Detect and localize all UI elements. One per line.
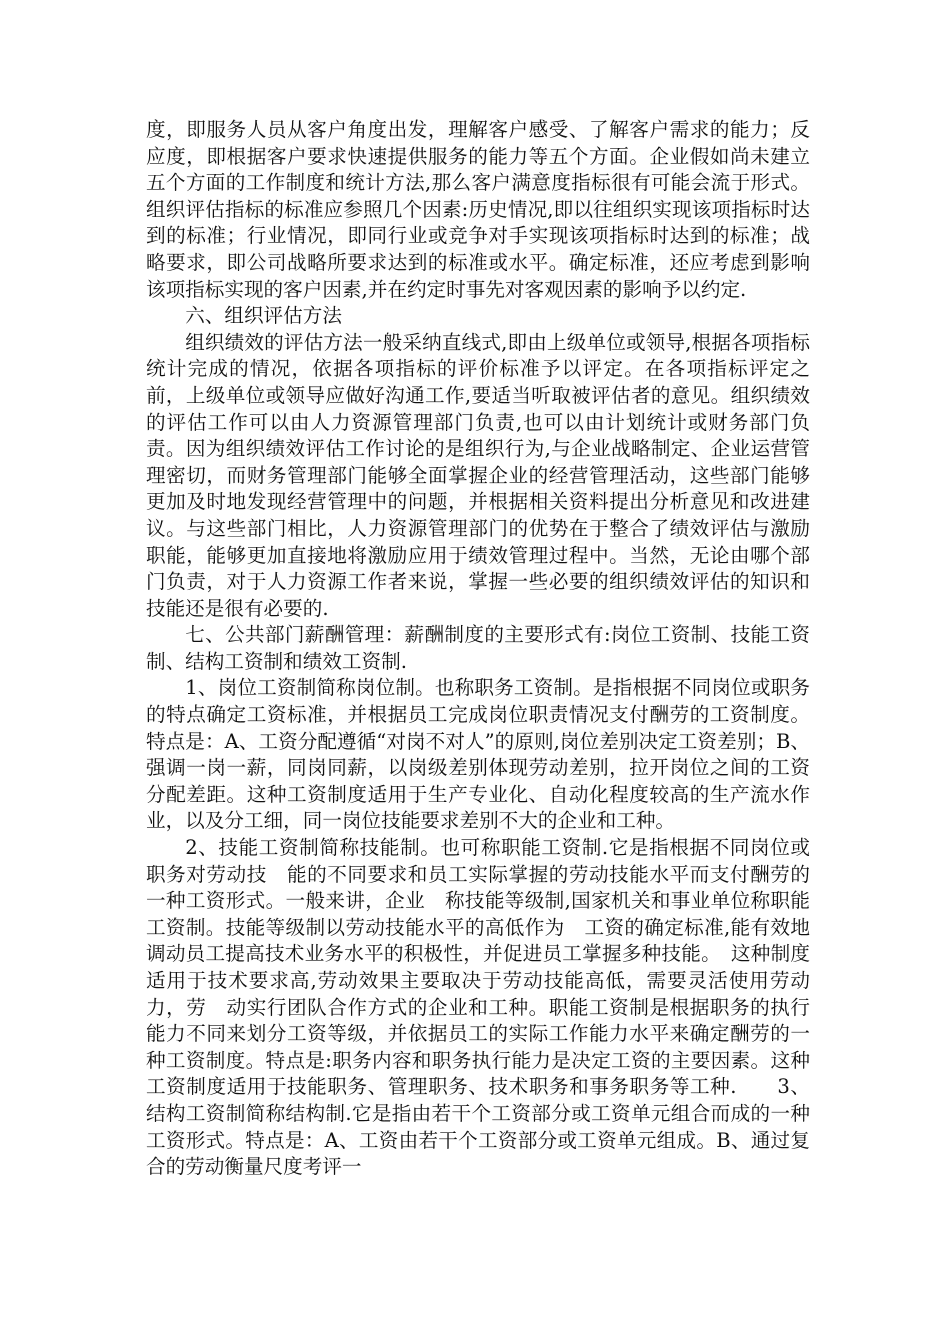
- paragraph-position-salary: 1、岗位工资制简称岗位制。也称职务工资制。是指根据不同岗位或职务的特点确定工资标准，并根据员工完成岗位职责情况支付酬劳的工资制度。特点是：A、工资分配遵循“对岗不对人”的原则,岗位差别决定工资差别；B、强调一岗一薪，同岗同薪，以岗级差别体现劳动差别，拉开岗位之间的工资分配差距。这种工资制度适用于生产专业化、自动化程度较高的生产流水作业，以及分工细，同一岗位技能要求差别不大的企业和工种。: [146, 676, 810, 833]
- paragraph-customer-satisfaction: 度，即服务人员从客户角度出发，理解客户感受、了解客户需求的能力；反应度，即根据客户要求快速提供服务的能力等五个方面。企业假如尚未建立五个方面的工作制度和统计方法,那么客户满意度指标很有可能会流于形式。组织评估指标的标准应参照几个因素:历史情况,即以往组织实现该项指标时达到的标准；行业情况，即同行业或竞争对手实现该项指标时达到的标准；战略要求，即公司战略所要求达到的标准或水平。确定标准，还应考虑到影响该项指标实现的客户因素,并在约定时事先对客观因素的影响予以约定.: [146, 118, 810, 301]
- document-page: [146, 117, 810, 1181]
- heading-org-evaluation-method: 六、组织评估方法: [185, 304, 342, 328]
- paragraph-org-evaluation: 组织绩效的评估方法一般采纳直线式,即由上级单位或领导,根据各项指标统计完成的情况，依据各项指标的评价标准予以评定。在各项指标评定之前，上级单位或领导应做好沟通工作,要适当听取被评估者的意见。组织绩效的评估工作可以由人力资源管理部门负责,也可以由计划统计或财务部门负责。因为组织绩效评估工作讨论的是组织行为,与企业战略制定、企业运营管理密切，而财务管理部门能够全面掌握企业的经营管理活动，这些部门能够更加及时地发现经营管理中的问题，并根据相关资料提出分析意见和改进建议。与这些部门相比，人力资源管理部门的优势在于整合了绩效评估与激励职能，能够更加直接地将激励应用于绩效管理过程中。当然，无论由哪个部门负责，对于人力资源工作者来说，掌握一些必要的组织绩效评估的知识和技能还是很有必要的.: [146, 330, 810, 620]
- heading-public-salary-management: 七、公共部门薪酬管理：薪酬制度的主要形式有:岗位工资制、技能工资制、结构工资制和绩效工资制.: [146, 623, 810, 673]
- paragraph-skill-salary: 2、技能工资制简称技能制。也可称职能工资制.它是指根据不同岗位或职务对劳动技 能的不同要求和员工实际掌握的劳动技能水平而支付酬劳的一种工资形式。一般来讲，企业 称技能等级制,国家机关和事业单位称职能工资制。技能等级制以劳动技能水平的高低作为 工资的确定标准,能有效地调动员工提高技术业务水平的积极性，并促进员工掌握多种技能。 这种制度适用于技术要求高,劳动效果主要取决于劳动技能高低，需要灵活使用劳动力，劳 动实行团队合作方式的企业和工种。职能工资制是根据职务的执行能力不同来划分工资等级，并依据员工的实际工作能力水平来确定酬劳的一种工资制度。特点是:职务内容和职务执行能力是决定工资的主要因素。这种工资制度适用于技能职务、管理职务、技术职务和事务职务等工种. 3、结构工资制简称结构制.它是指由若干个工资部分或工资单元组合而成的一种工资形式。特点是：A、工资由若干个工资部分或工资单元组成。B、通过复合的劳动衡量尺度考评一: [146, 836, 810, 1179]
